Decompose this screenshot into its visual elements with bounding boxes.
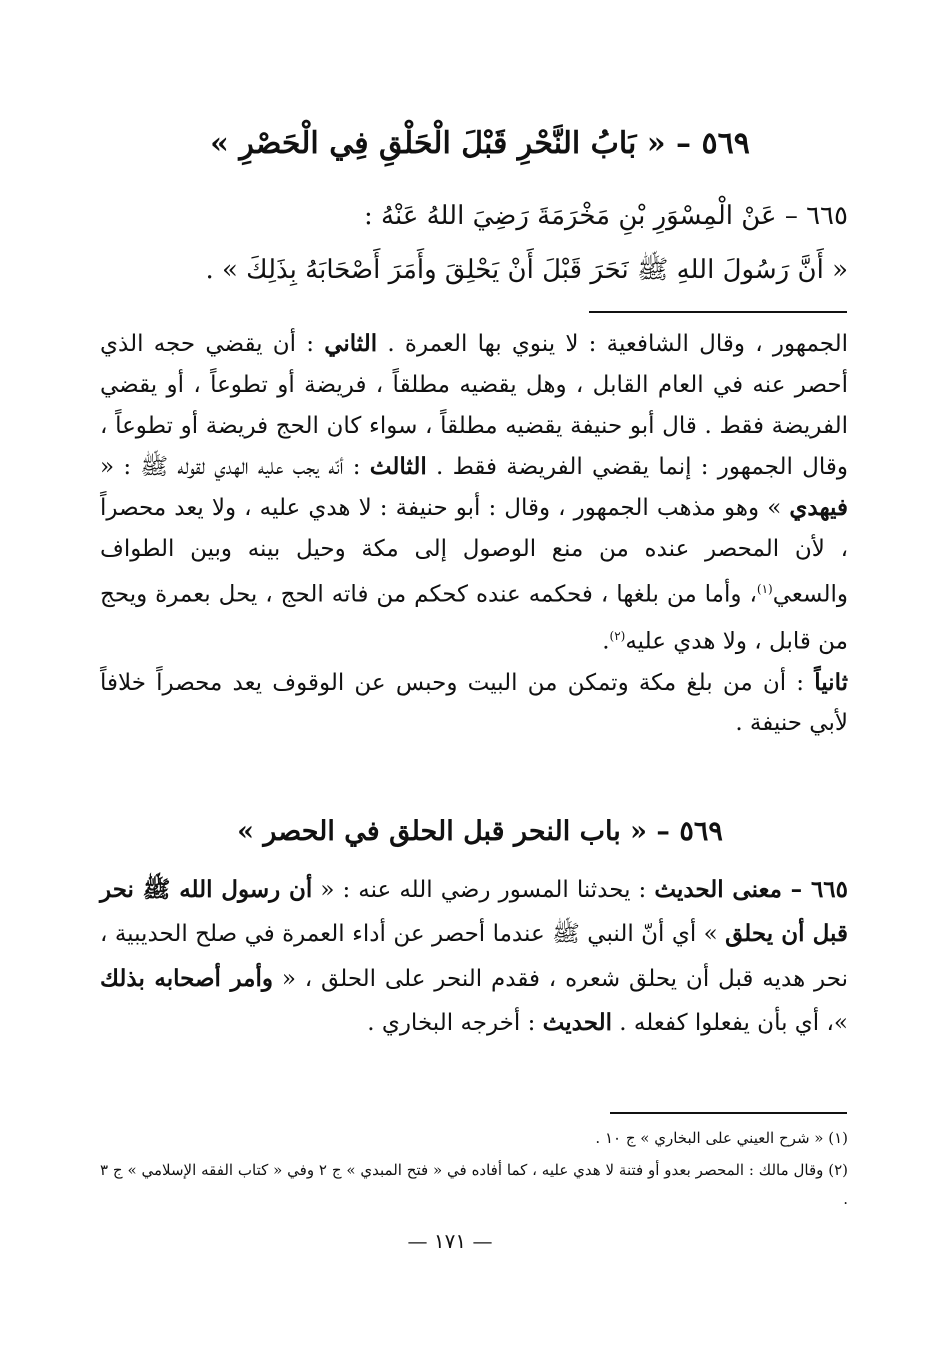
hadith-label: الحديث (542, 1009, 612, 1037)
hadith-isnad-line: ٦٦٥ – عَنْ الْمِسْوَرِ بْنِ مَخْرَمَةَ رَضِيَ اللهُ عَنْهُ : (364, 201, 848, 231)
commentary-paragraph-2: ثانياً : أن من بلغ مكة وتمكن من البيت وحبس عن الوقوف يعد محصراً خلافاً لأبي حنيفة . (100, 668, 848, 737)
footnote-ref-1: (١) (756, 582, 773, 597)
meaning-label: ٦٦٥ – معنى الحديث (654, 876, 848, 903)
chapter-heading-vocalized: ٥٦٩ – « بَابُ النَّحْرِ قَبْلَ الْحَلْقِ فِي الْحَصْرِ » (210, 126, 750, 161)
footnote-1: (١) « شرح العيني على البخاري » ج ١٠ . (595, 1129, 848, 1147)
separator-rule (589, 311, 847, 313)
secondly-label: ثانياً (814, 668, 848, 696)
hadith-meaning-block (100, 868, 848, 1046)
footnote-2: (٢) وقال مالك : المحصر بعدو أو فتنة لا هدي عليه ، كما أفاده في « فتح المبدي » ج ٢ وفي « كتاب الفقه الإسلامي » ج ٣ . (100, 1161, 848, 1208)
quoted-hadith: أن رسول الله ﷺ نحر قبل أن يحلق (100, 876, 848, 948)
footnote-ref-2: (٢) (609, 629, 626, 643)
page-number: — ١٧١ — (407, 1229, 493, 1253)
hadith-matn-line: « أَنَّ رَسُولَ اللهِ ﷺ نَحَرَ قَبْلَ أَنْ يَحْلِقَ وأَمَرَ أَصْحَابَهُ بِذَلِكَ » . (205, 255, 848, 285)
chapter-heading-plain: ٥٦٩ – « باب النحر قبل الحلق في الحصر » (237, 816, 723, 847)
quoted-command: وأمر أصحابه بذلك (100, 964, 273, 992)
footnote-separator (610, 1112, 847, 1114)
commentary-paragraph-1: الجمهور ، وقال الشافعية : لا ينوي بها العمرة . الثاني : أن يقضي حجه الذي أحصر عنه في العام القابل ، وهل يقضيه مطلقاً ، فريضة أو تطوعاً ، أو يقضي الفريضة فقط . قال أبو حنيفة يقضيه مطلقاً ، سواء كان الحج فريضة أو تطوعاً ، وقال الجمهور : إنما يقضي الفريضة فقط . الثالث : أنّه يجب عليه الهدي لقوله ﷺ : « فيهدي » وهو مذهب الجمهور ، وقال : أبو حنيفة : لا هدي عليه ، ولا يعد محصراً ، لأن المحصر عنده من منع الوصول إلى مكة وحيل بينه وبين الطواف والسعي$^{(١)}$، وأما من بلغها ، فحكمه عنده كحكم من فاته الحج ، يحل بعمرة ويحج من قابل ، ولا هدي عليه$^{(٢)}$. (100, 330, 849, 655)
commentary-block (100, 324, 848, 744)
meaning-paragraph: ٦٦٥ – معنى الحديث : يحدثنا المسور رضي الله عنه : « أن رسول الله ﷺ نحر قبل أن يحلق » أي أنّ النبي ﷺ عندما أحصر عن أداء العمرة في صلح الحديبية ، نحر هديه قبل أن يحلق شعره ، فقدم النحر على الحلق ، « وأمر أصحابه بذلك »، أي بأن يفعلوا كفعله . الحديث : أخرجه البخاري . (100, 876, 848, 1037)
quoted-word: فيهدي (789, 493, 848, 521)
point-two-label: الثاني (324, 330, 378, 357)
point-three-label: الثالث (369, 452, 427, 480)
